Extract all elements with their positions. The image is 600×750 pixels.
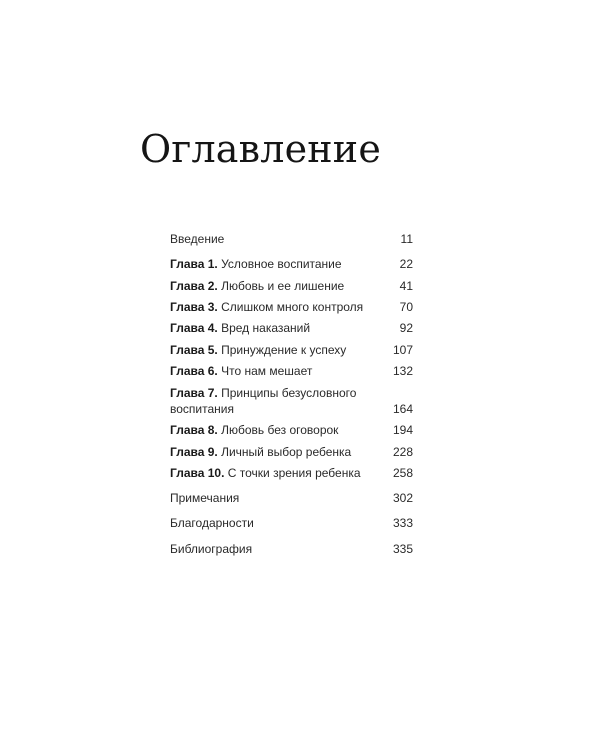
- toc-entry-notes[interactable]: [170, 490, 413, 506]
- toc-entry-title: Введение: [170, 232, 225, 246]
- toc-page-number: 11: [400, 232, 413, 246]
- toc-entry-title: Слишком много контроля: [221, 300, 364, 314]
- toc-page-number: 258: [392, 466, 413, 480]
- toc-entry-acknowledgements[interactable]: [170, 515, 413, 531]
- toc-entry-title: Принципы безусловного воспитания: [170, 386, 357, 416]
- toc-entry-title: Библиография: [170, 542, 253, 556]
- toc-entry-title: С точки зрения ребенка: [227, 466, 361, 480]
- toc-page-number: 132: [392, 364, 413, 378]
- toc-entry-title: Вред наказаний: [221, 321, 311, 335]
- toc-page-number: 107: [392, 343, 413, 357]
- toc-page-number: 333: [392, 516, 413, 530]
- toc-page-number: 228: [392, 445, 413, 459]
- toc-entry-title: Примечания: [170, 491, 240, 505]
- toc-entry-title: Условное воспитание: [221, 257, 342, 271]
- toc-entry-chapter-8[interactable]: [170, 422, 413, 438]
- toc-entry-title: Благодарности: [170, 516, 254, 530]
- page-title: Оглавление: [140, 127, 382, 171]
- toc-entry-chapter-6[interactable]: [170, 363, 413, 379]
- toc-entry-introduction[interactable]: [170, 231, 413, 247]
- toc-page-number: 194: [392, 423, 413, 437]
- toc-entry-chapter-5[interactable]: [170, 342, 413, 358]
- toc-page-number: 41: [399, 279, 413, 293]
- toc-chapter-label: Глава 3.: [170, 300, 218, 314]
- toc-entry-bibliography[interactable]: [170, 541, 413, 557]
- toc-entry-title: Личный выбор ребенка: [221, 445, 352, 459]
- toc-entry-chapter-9[interactable]: [170, 444, 413, 460]
- toc-entry-title: Любовь и ее лишение: [221, 279, 345, 293]
- toc-chapter-label: Глава 8.: [170, 423, 218, 437]
- toc-entry-chapter-10[interactable]: [170, 465, 413, 481]
- toc-entry-title: Любовь без оговорок: [221, 423, 339, 437]
- toc-chapter-label: Глава 5.: [170, 343, 218, 357]
- toc-chapter-label: Глава 1.: [170, 257, 218, 271]
- toc-chapter-label: Глава 6.: [170, 364, 218, 378]
- toc-page-number: 92: [399, 321, 413, 335]
- toc-page-number: 70: [399, 300, 413, 314]
- toc-page-number: 164: [392, 402, 413, 416]
- toc-entry-chapter-1[interactable]: [170, 256, 413, 272]
- toc-page-number: 302: [392, 491, 413, 505]
- toc-entry-chapter-3[interactable]: [170, 299, 413, 315]
- toc-entry-chapter-7[interactable]: [170, 385, 413, 417]
- toc-entry-title: Принуждение к успеху: [221, 343, 347, 357]
- toc-chapter-label: Глава 4.: [170, 321, 218, 335]
- toc-chapter-label: Глава 7.: [170, 386, 218, 400]
- toc-chapter-label: Глава 2.: [170, 279, 218, 293]
- toc-chapter-label: Глава 9.: [170, 445, 218, 459]
- toc-chapter-label: Глава 10.: [170, 466, 225, 480]
- toc-page-number: 335: [392, 542, 413, 556]
- toc-entry-chapter-4[interactable]: [170, 320, 413, 336]
- toc-page-number: 22: [399, 257, 413, 271]
- toc-entry-chapter-2[interactable]: [170, 278, 413, 294]
- toc-entry-title: Что нам мешает: [221, 364, 313, 378]
